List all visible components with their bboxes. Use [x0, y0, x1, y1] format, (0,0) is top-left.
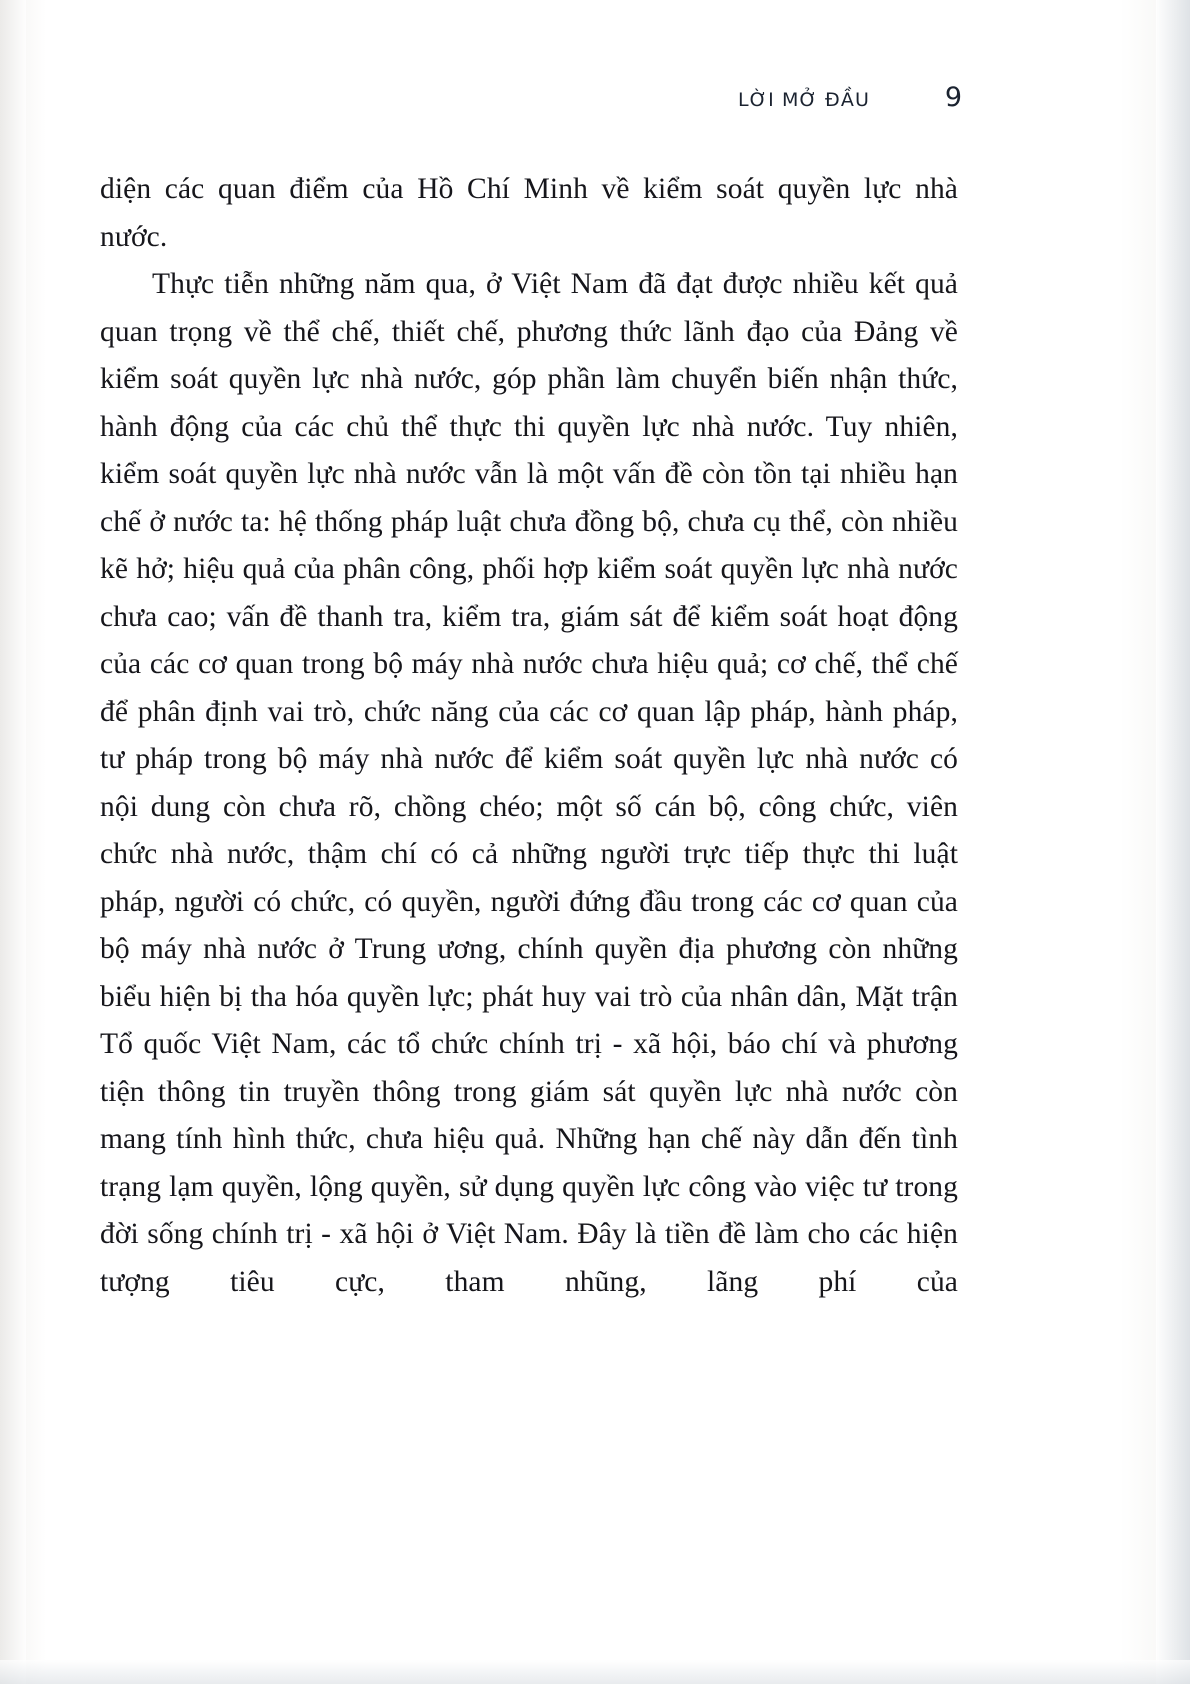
page-content [100, 0, 962, 1684]
page-edge-shadow-right [1156, 0, 1190, 1684]
running-head-title: LỜI MỞ ĐẦU [738, 89, 870, 111]
page-number: 9 [944, 82, 962, 113]
running-head [100, 82, 962, 113]
page-edge-shadow-left [0, 0, 26, 1684]
body-text [100, 166, 958, 1354]
paragraph-continued: diện các quan điểm của Hồ Chí Minh về kiểm soát quyền lực nhà nước. [100, 173, 958, 253]
paragraph-main: Thực tiễn những năm qua, ở Việt Nam đã đạt được nhiều kết quả quan trọng về thể chế, thiết chế, phương thức lãnh đạo của Đảng về kiểm soát quyền lực nhà nước, góp phần làm chuyển biến nhận thức, hành động của các chủ thể thực thi quyền lực nhà nước. Tuy nhiên, kiểm soát quyền lực nhà nước vẫn là một vấn đề còn tồn tại nhiều hạn chế ở nước ta: hệ thống pháp luật chưa đồng bộ, chưa cụ thể, còn nhiều kẽ hở; hiệu quả của phân công, phối hợp kiểm soát quyền lực nhà nước chưa cao; vấn đề thanh tra, kiểm tra, giám sát để kiểm soát hoạt động của các cơ quan trong bộ máy nhà nước chưa hiệu quả; cơ chế, thể chế để phân định vai trò, chức năng của các cơ quan lập pháp, hành pháp, tư pháp trong bộ máy nhà nước để kiểm soát quyền lực nhà nước có nội dung còn chưa rõ, chồng chéo; một số cán bộ, công chức, viên chức nhà nước, thậm chí có cả những người trực tiếp thực thi luật pháp, người có chức, có quyền, người đứng đầu trong các cơ quan của bộ máy nhà nước ở Trung ương, chính quyền địa phương còn những biểu hiện bị tha hóa quyền lực; phát huy vai trò của nhân dân, Mặt trận Tổ quốc Việt Nam, các tổ chức chính trị - xã hội, báo chí và phương tiện thông tin truyền thông trong giám sát quyền lực nhà nước còn mang tính hình thức, chưa hiệu quả. Những hạn chế này dẫn đến tình trạng lạm quyền, lộng quyền, sử dụng quyền lực công vào việc tư trong đời sống chính trị - xã hội ở Việt Nam. Đây là tiền đề làm cho các hiện tượng tiêu cực, tham nhũng, lãng phí của [100, 268, 958, 1298]
